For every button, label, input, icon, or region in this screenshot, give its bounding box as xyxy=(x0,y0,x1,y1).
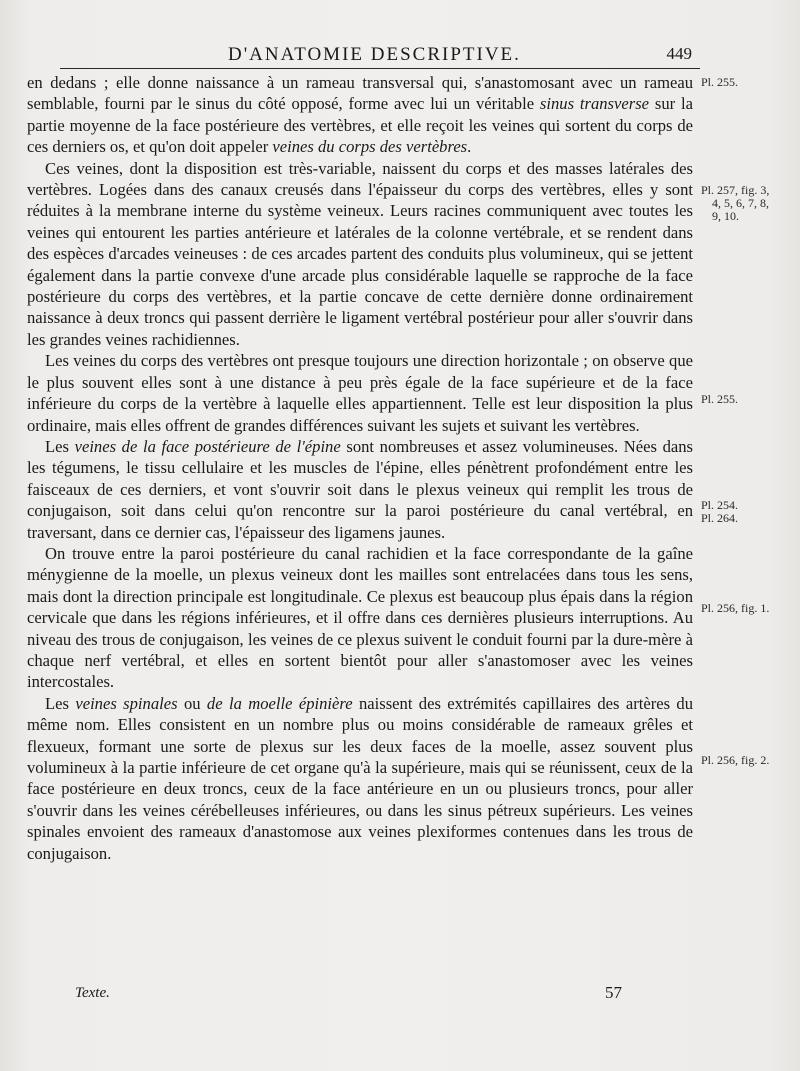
text-run: ou xyxy=(177,693,207,713)
italic-term: sinus transverse xyxy=(539,94,650,114)
side-note-line: 9, 10. xyxy=(712,209,739,223)
text-run: Ces veines, dont la disposition est très-variable, naissent du corps et des masses latérales des vertèbres. Logées dans des canaux creusés dans l'épaisseur du corps des vertèbres, elles y sont réduites à la membrane interne du système veineux. Leurs racines communiquent avec toutes les veines qui entourent les parties antérieure et latérales de la colonne vertébrale, et se rendent dans des espèces d'arcades veineuses : de ces arcades partent des conduits plus volumineux, qui se jettent également dans la partie convexe d'une arcade plus considérable laquelle se rapproche de la face postérieure du corps des vertèbres, et la partie concave de cette dernière donne ordinairement naissance à deux troncs qui passent derrière le ligament vertébral postérieur pour aller s'ouvrir dans les grandes veines rachidiennes. xyxy=(27,158,693,349)
paragraph xyxy=(27,72,693,158)
paragraph xyxy=(27,158,693,351)
italic-term: veines spinales xyxy=(75,693,178,713)
side-note-line: Pl. 254. xyxy=(701,498,739,512)
text-run: en dedans ; elle donne naissance à un rameau transversal qui, s'anastomosant avec un rameau semblable, fourni par le sinus du côté opposé, forme avec lui un véritable xyxy=(27,73,693,114)
side-note-plate-reference xyxy=(701,184,769,223)
running-title: D'ANATOMIE DESCRIPTIVE. xyxy=(228,44,521,65)
side-note-plate-reference: Pl. 256, fig. 2. xyxy=(701,753,770,767)
text-run: On trouve entre la paroi postérieure du canal rachidien et la face correspondante de la gaîne ménygienne de la moelle, un plexus veineux dont les mailles sont entrelacées dans tous les sens, mais dont la direction principale est longitudinale. Ce plexus est beaucoup plus épais dans la région cervicale que dans les régions inférieures, et il offre dans ces dernières plusieurs interruptions. Au niveau des trous de conjugaison, les veines de ce plexus suivent le conduit fourni par la dure-mère à chaque nerf vertébral, et elles en sortent bientôt pour aller s'anastomoser avec les veines intercostales. xyxy=(27,543,693,692)
paragraph xyxy=(27,436,693,543)
running-header xyxy=(60,44,700,69)
text-run: sont nombreuses et assez volumineuses. Nées dans les tégumens, le tissu cellulaire et les muscles de l'épine, elles pénètrent profondément entre les faisceaux de ces derniers, et vont s'ouvrir soit dans le plexus veineux qui remplit les trous de conjugaison, soit dans celui qu'on rencontre sur la paroi postérieure du canal vertébral, en traversant, dans ce dernier cas, l'épaisseur des ligamens jaunes. xyxy=(27,436,694,542)
signature-number: 57 xyxy=(605,983,622,1002)
text-run: Les xyxy=(45,693,76,713)
text-run: . xyxy=(467,137,472,157)
body-text xyxy=(27,72,693,864)
paragraph xyxy=(27,543,693,693)
side-note-plate-reference: Pl. 255. xyxy=(701,392,739,406)
text-run: Les xyxy=(45,436,75,456)
side-note-line: 4, 5, 6, 7, 8, xyxy=(712,196,769,210)
page-number: 449 xyxy=(666,44,692,63)
italic-term: veines du corps des vertèbres xyxy=(272,137,468,157)
paragraph xyxy=(27,350,693,436)
text-run: sur la partie moyenne de la face postérieure des vertèbres, et elle reçoit les veines qui sortent du corps de ces derniers os, et qu'on doit appeler xyxy=(27,94,693,157)
side-note-plate-reference: Pl. 256, fig. 1. xyxy=(701,601,770,615)
paragraph xyxy=(27,693,693,864)
text-run: Les veines du corps des vertèbres ont presque toujours une direction horizontale ; on observe que le plus souvent elles sont à une distance à peu près égale de la face supérieure et de la face inférieure du corps de la vertèbre à laquelle elles appartiennent. Telle est leur disposition la plus ordinaire, mais elles offrent de grandes différences suivant les sujets et suivant les vertèbres. xyxy=(27,351,693,435)
text-run: naissent des extrémités capillaires des artères du même nom. Elles consistent en un nombre plus ou moins considérable de rameaux grêles et flexueux, formant une sorte de plexus sur les deux faces de la moelle, assez souvent plus volumineux à la partie inférieure de cet organe qu'à la supérieure, mais qui se réunissent, ceux de la face postérieure en deux troncs, ceux de la face antérieure en un ou plusieurs troncs, pour aller s'ouvrir dans les veines cérébelleuses inférieures, ou dans les sinus pétreux supérieurs. Les veines spinales envoient des rameaux d'anastomose aux veines plexiformes contenues dans les trous de conjugaison. xyxy=(27,693,694,863)
side-note-plate-reference xyxy=(701,499,738,525)
side-note-line: Pl. 257, fig. 3, xyxy=(701,183,770,197)
signature-mark: Texte. xyxy=(75,985,110,1001)
italic-term: veines de la face postérieure de l'épine xyxy=(74,436,341,456)
side-note-line: Pl. 264. xyxy=(701,511,739,525)
italic-term: de la moelle épinière xyxy=(206,693,353,713)
side-note-plate-reference: Pl. 255. xyxy=(701,75,739,89)
